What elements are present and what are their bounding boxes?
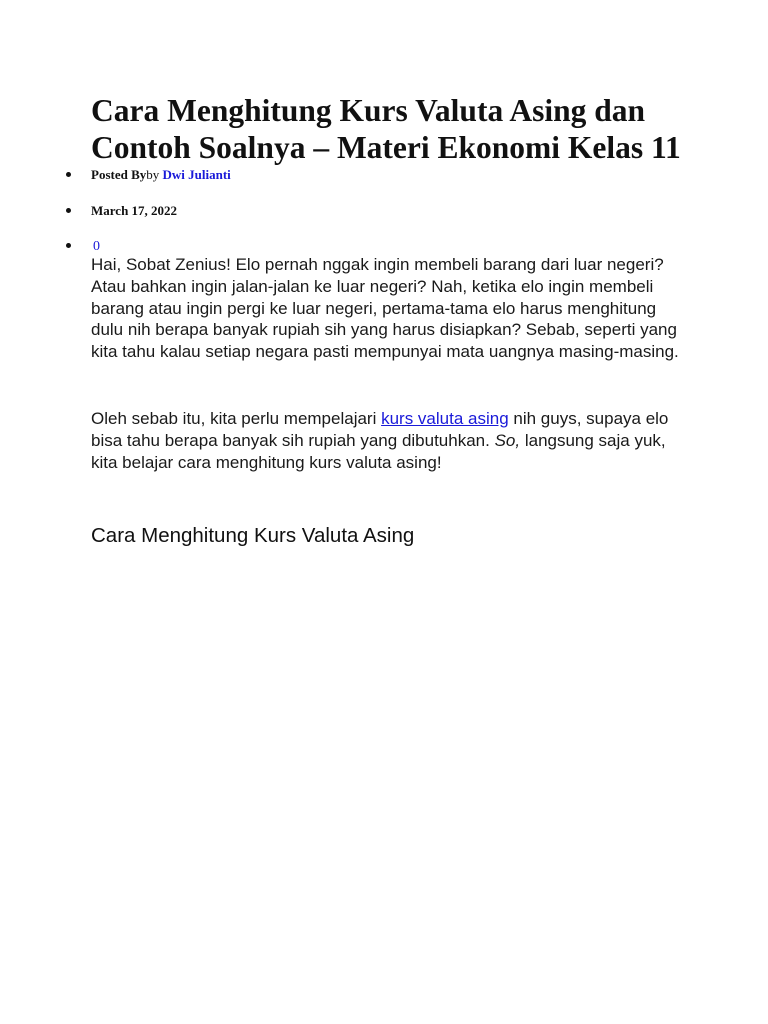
intro-paragraph: Hai, Sobat Zenius! Elo pernah nggak ingin membeli barang dari luar negeri? Atau bahkan ingin jalan-jalan ke luar negeri? Nah, ketika elo ingin membeli barang atau ingin pergi ke luar negeri, pertama-tama elo harus menghitung dulu nih berapa banyak rupiah sih yang harus disiapkan? Sebab, seperti yang kita tahu kalau setiap negara pasti mempunyai mata uangnya masing-masing.: [91, 255, 679, 362]
comments-count-link[interactable]: 0: [93, 239, 100, 254]
kurs-valuta-asing-link[interactable]: kurs valuta asing: [381, 409, 509, 428]
bullet-icon: [66, 172, 71, 177]
section-heading: Cara Menghitung Kurs Valuta Asing: [91, 524, 415, 547]
article-title: Cara Menghitung Kurs Valuta Asing dan Contoh Soalnya – Materi Ekonomi Kelas 11: [91, 93, 681, 165]
meta-comments: [91, 238, 100, 255]
paragraph-text: langsung saja yuk, kita belajar cara menghitung kurs valuta asing!: [91, 430, 666, 472]
meta-date: [91, 203, 177, 219]
italic-text: So,: [494, 430, 521, 450]
post-date: March 17, 2022: [91, 203, 178, 218]
by-text: by: [146, 167, 160, 182]
bullet-icon: [66, 208, 71, 213]
bullet-icon: [66, 243, 71, 248]
paragraph-text: nih guys, supaya elo bisa tahu berapa banyak sih rupiah yang dibutuhkan.: [91, 409, 669, 450]
paragraph-text: Oleh sebab itu, kita perlu mempelajari: [91, 409, 382, 428]
meta-author: [91, 167, 231, 183]
posted-by-label: Posted By: [91, 167, 147, 182]
second-paragraph: [91, 408, 681, 473]
author-link[interactable]: Dwi Julianti: [162, 167, 231, 182]
